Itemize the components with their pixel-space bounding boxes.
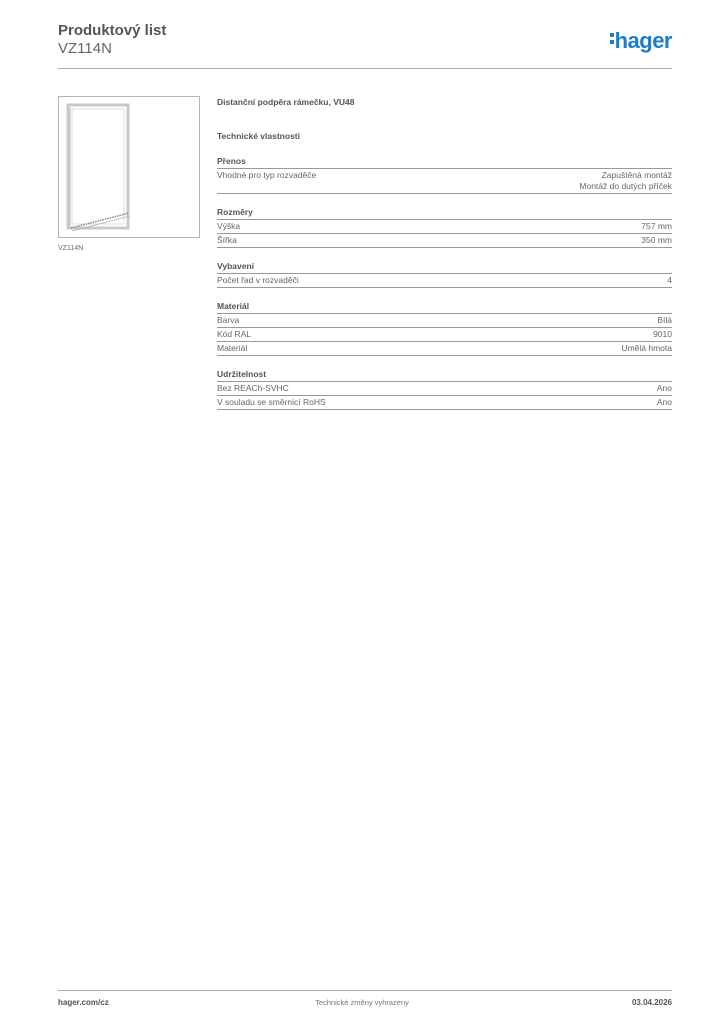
section-title: Přenos xyxy=(217,155,672,169)
product-name: Distanční podpěra rámečku, VU48 xyxy=(217,97,355,107)
table-row xyxy=(217,234,672,248)
row-label: Materiál xyxy=(217,343,248,353)
footer-website-link[interactable]: hager.com/cz xyxy=(58,998,109,1007)
footer-notice: Technické změny vyhrazeny xyxy=(315,998,409,1007)
table-row xyxy=(217,342,672,356)
table-row xyxy=(217,220,672,234)
row-label: Šířka xyxy=(217,235,237,245)
section-udrzitelnost xyxy=(217,368,672,410)
row-value: 350 mm xyxy=(641,235,672,245)
footer-date: 03.04.2026 xyxy=(631,998,672,1007)
page-title: Produktový list xyxy=(58,22,167,39)
row-label: Bez REACh-SVHC xyxy=(217,383,289,393)
footer-divider xyxy=(58,990,672,991)
table-row xyxy=(217,169,672,194)
row-label: Počet řad v rozvaděči xyxy=(217,275,299,285)
row-value: Bílá xyxy=(657,315,672,325)
row-value-line: Montáž do dutých příček xyxy=(579,181,672,191)
table-row xyxy=(217,328,672,342)
product-code: VZ114N xyxy=(58,40,112,57)
table-row xyxy=(217,274,672,288)
row-value: Umělá hmota xyxy=(621,343,672,353)
table-row xyxy=(217,314,672,328)
header-divider xyxy=(58,68,672,69)
row-label: V souladu se směrnicí RoHS xyxy=(217,397,326,407)
row-value: 4 xyxy=(667,275,672,285)
section-title: Rozměry xyxy=(217,206,672,220)
row-value xyxy=(579,170,672,192)
section-title: Materiál xyxy=(217,300,672,314)
technical-properties-heading: Technické vlastnosti xyxy=(217,131,300,141)
section-material xyxy=(217,300,672,356)
row-label: Výška xyxy=(217,221,241,231)
product-image xyxy=(58,96,200,238)
hager-logo xyxy=(610,28,672,54)
row-label: Vhodné pro typ rozvaděče xyxy=(217,170,317,180)
frame-spacer-illustration xyxy=(59,97,199,237)
section-title: Vybavení xyxy=(217,260,672,274)
table-row xyxy=(217,396,672,410)
row-value: 9010 xyxy=(653,329,672,339)
section-title: Udržitelnost xyxy=(217,368,672,382)
row-value: Ano xyxy=(656,383,672,393)
row-value: Ano xyxy=(656,397,672,407)
logo-text: hager xyxy=(614,28,672,53)
table-row xyxy=(217,382,672,396)
section-vybaveni xyxy=(217,260,672,288)
section-rozmery xyxy=(217,206,672,248)
page-header xyxy=(58,22,672,68)
row-label: Kód RAL xyxy=(217,329,252,339)
image-caption: VZ114N xyxy=(58,245,84,252)
row-label: Barva xyxy=(217,315,240,325)
product-details xyxy=(217,96,672,410)
section-prenos xyxy=(217,155,672,194)
row-value-line: Zapuštěná montáž xyxy=(601,170,672,180)
row-value: 757 mm xyxy=(641,221,672,231)
